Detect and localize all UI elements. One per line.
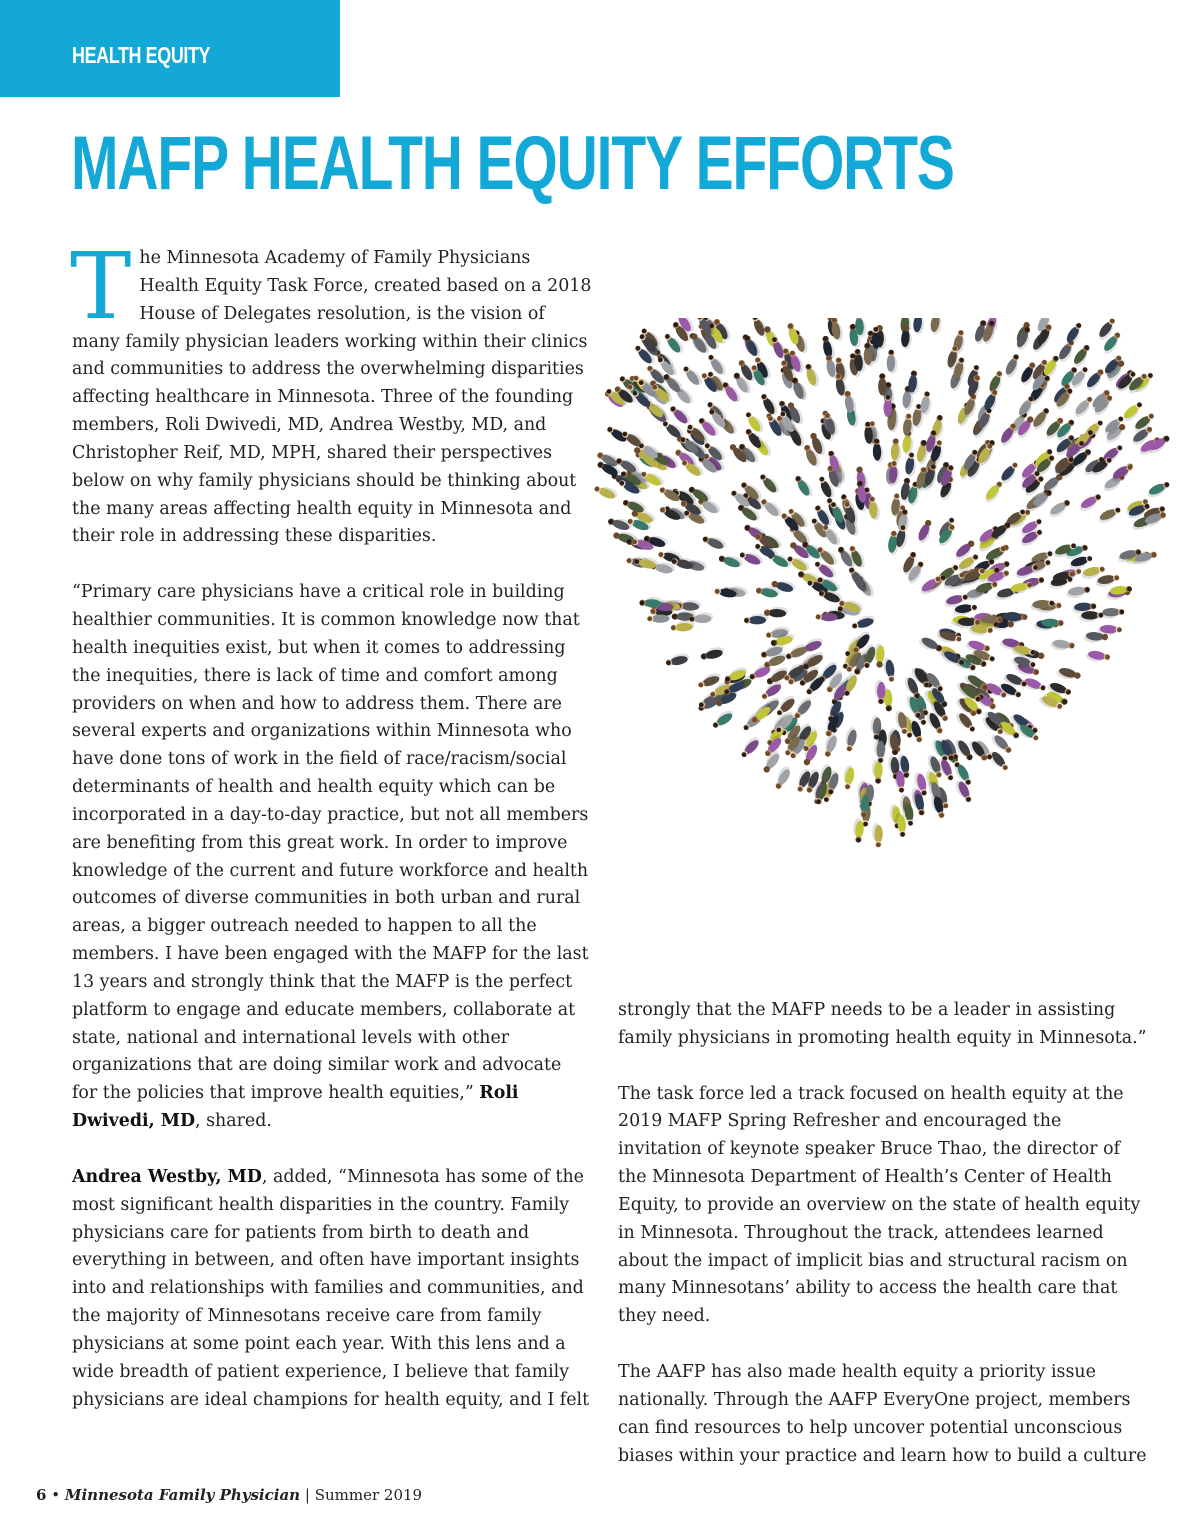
intro-text: he Minnesota Academy of Family Physicians Health Equity Task Force, created based on a 2018 House of Delegates resolution, is the vision of many family physician leaders working within their clinics and communities to address the overwhelming disparities affecting healthcare in Minnesota. Three of the founding members, Roli Dwivedi, MD, Andrea Westby, MD, and Christopher Reif, MD, MPH, shared their perspectives below on why family physicians should be thinking about the many areas affecting health equity in Minnesota and their role in addressing these disparities. xyxy=(72,248,592,547)
drop-cap: T xyxy=(70,233,132,340)
aafp-paragraph: The AAFP has also made health equity a priority issue nationally. Through the AAFP EveryOne project, members can find resources to help uncover potential unconscious biases within your practice and learn how to build a culture xyxy=(618,1361,1147,1466)
page-footer xyxy=(36,1486,422,1504)
footer-bullet: • xyxy=(51,1486,61,1504)
magazine-name: Minnesota Family Physician xyxy=(64,1486,301,1504)
dwivedi-name: Roli Dwivedi, MD xyxy=(72,1083,519,1132)
westby-name: Andrea Westby, MD xyxy=(72,1166,262,1187)
section-label: HEALTH EQUITY xyxy=(72,42,211,68)
dwivedi-quote-paragraph xyxy=(72,579,592,1136)
crowd-heart-image xyxy=(590,318,1176,918)
dwivedi-quote-text: “Primary care physicians have a critical role in building healthier communities. It is common knowledge now that health inequities exist, but when it comes to addressing the inequities, there is lack of time and comfort among providers on when and how to address them. There are several experts and organizations within Minnesota who have done tons of work in the field of race/racism/social determinants of health and health equity which can be incorporated in a day-to-day practice, but not all members are benefiting from this great work. In order to improve knowledge of the current and future workforce and health outcomes of diverse communities in both urban and rural areas, a bigger outreach needed to happen to all the members. I have been engaged with the MAFP for the last 13 years and strongly think that the MAFP is the perfect platform to engage and educate members, collaborate at state, national and international levels with other organizations that are doing similar work and advocate for the policies that improve health equities,” xyxy=(72,582,589,1104)
issue-date: Summer 2019 xyxy=(314,1486,423,1504)
westby-quote-text: , added, “Minnesota has some of the most significant health disparities in the country. Family physicians care for patients from birth to death and everything in between, and often have important insights into and relationships with families and communities, and the majority of Minnesotans receive care from family physicians at some point each year. With this lens and a wide breadth of patient experience, I believe that family physicians are ideal champions for health equity, and I felt xyxy=(72,1166,590,1410)
intro-paragraph xyxy=(70,233,592,551)
continuation-paragraph: strongly that the MAFP needs to be a leader in assisting family physicians in promoting health equity in Minnesota.” xyxy=(618,1000,1147,1048)
westby-quote-paragraph xyxy=(72,1164,592,1415)
page-title: MAFP HEALTH EQUITY EFFORTS xyxy=(71,121,954,206)
right-column xyxy=(618,997,1148,1470)
left-column xyxy=(70,233,592,1414)
footer-separator: | xyxy=(304,1486,310,1504)
page-number: 6 xyxy=(36,1486,47,1504)
task-force-paragraph: The task force led a track focused on health equity at the 2019 MAFP Spring Refresher and encouraged the invitation of keynote speaker Bruce Thao, the director of the Minnesota Department of Health’s Center of Health Equity, to provide an overview on the state of health equity in Minnesota. Throughout the track, attendees learned about the impact of implicit bias and structural racism on many Minnesotans’ ability to access the health care that they need. xyxy=(618,1083,1141,1327)
crowd-figures xyxy=(593,318,1173,847)
dwivedi-tail: , shared. xyxy=(195,1111,272,1132)
section-banner xyxy=(0,0,340,97)
